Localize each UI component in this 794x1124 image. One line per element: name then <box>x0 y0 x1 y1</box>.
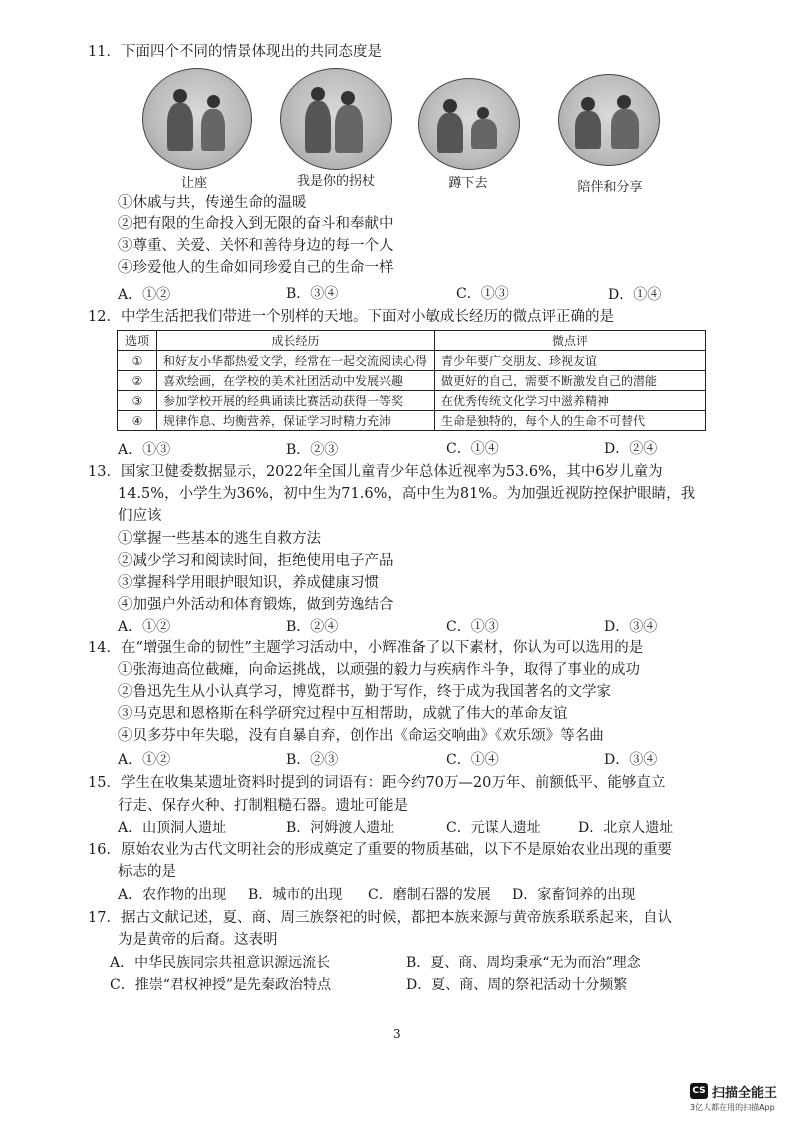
q15-line-1: 15．学生在收集某遗址资料时提到的词语有：距今约70万—20万年、前额低平、能够直立 <box>88 775 666 791</box>
table-cell: 喜欢绘画，在学校的美术社团活动中发展兴趣 <box>157 371 435 391</box>
table-cell: 和好友小华都热爱文学，经常在一起交流阅读心得 <box>157 351 435 371</box>
illustration-company-share <box>558 74 660 166</box>
q14-option-a: A．①② <box>118 752 171 768</box>
scanner-brand-name: 扫描全能王 <box>712 1086 778 1101</box>
q13-item-1: ①掌握一些基本的逃生自救方法 <box>118 531 321 547</box>
q14-option-d: D．③④ <box>604 752 658 768</box>
q15-option-c: C．元谋人遗址 <box>446 820 541 836</box>
q12-option-c: C．①④ <box>446 441 499 457</box>
q11-item-4: ④珍爱他人的生命如同珍爱自己的生命一样 <box>118 260 394 276</box>
q11-item-2: ②把有限的生命投入到无限的奋斗和奉献中 <box>118 216 394 232</box>
q16-line-2: 标志的是 <box>118 864 176 880</box>
caption-1: 让座 <box>180 176 207 191</box>
q11-item-1: ①休戚与共，传递生命的温暖 <box>118 195 307 211</box>
table-row <box>118 391 706 411</box>
table-cell: ③ <box>118 391 157 411</box>
q17-line-1: 17．据古文献记述，夏、商、周三族祭祀的时候，都把本族来源与黄帝族系联系起来，自认 <box>88 910 672 926</box>
q11-stem: 11．下面四个不同的情景体现出的共同态度是 <box>88 44 382 60</box>
q12-option-d: D．②④ <box>604 441 658 457</box>
q16-option-b: B．城市的出现 <box>248 887 343 903</box>
q14-item-2: ②鲁迅先生从小认真学习，博览群书，勤于写作，终于成为我国著名的文学家 <box>118 684 611 700</box>
q13-item-3: ③掌握科学用眼护眼知识，养成健康习惯 <box>118 575 379 591</box>
q14-item-1: ①张海迪高位截瘫，向命运挑战，以顽强的毅力与疾病作斗争，取得了事业的成功 <box>118 662 640 678</box>
table-header: 微点评 <box>435 331 706 351</box>
q11-option-b: B．③④ <box>286 286 339 302</box>
q11-option-a: A．①② <box>118 287 171 303</box>
table-cell: ④ <box>118 411 157 431</box>
illustration-give-seat <box>142 68 252 170</box>
q13-option-d: D．③④ <box>604 619 658 635</box>
caption-3: 蹲下去 <box>448 176 488 191</box>
q13-line-1: 13．国家卫健委数据显示，2022年全国儿童青少年总体近视率为53.6%，其中6岁儿童为 <box>88 464 663 480</box>
q13-item-2: ②减少学习和阅读时间，拒绝使用电子产品 <box>118 553 394 569</box>
table-cell: 生命是独特的，每个人的生命不可替代 <box>435 411 706 431</box>
q13-option-a: A．①② <box>118 619 171 635</box>
q17-option-b: B．夏、商、周均秉承“无为而治”理念 <box>406 955 641 971</box>
table-row <box>118 411 706 431</box>
table-cell: 规律作息、均衡营养，保证学习时精力充沛 <box>157 411 435 431</box>
q16-option-d: D．家畜饲养的出现 <box>512 887 636 903</box>
table-cell: 青少年要广交朋友、珍视友谊 <box>435 351 706 371</box>
scanner-tagline: 3亿人都在用的扫描App <box>690 1103 775 1112</box>
q12-stem: 12．中学生活把我们带进一个别样的天地。下面对小敏成长经历的微点评正确的是 <box>88 309 614 325</box>
q14-option-c: C．①④ <box>446 752 499 768</box>
q14-item-3: ③马克思和恩格斯在科学研究过程中互相帮助，成就了伟大的革命友谊 <box>118 706 568 722</box>
table-cell: 参加学校开展的经典诵读比赛活动获得一等奖 <box>157 391 435 411</box>
q13-option-b: B．②④ <box>286 619 339 635</box>
q13-line-3: 们应该 <box>118 508 162 524</box>
q15-line-2: 行走、保存火种、打制粗糙石器。遗址可能是 <box>118 798 408 814</box>
q12-option-b: B．②③ <box>286 442 339 458</box>
q12-option-a: A．①③ <box>118 442 171 458</box>
q17-option-d: D．夏、商、周的祭祀活动十分频繁 <box>406 977 628 993</box>
q13-item-4: ④加强户外活动和体育锻炼，做到劳逸结合 <box>118 597 394 613</box>
q15-option-a: A．山顶洞人遗址 <box>118 820 227 836</box>
table-cell: ② <box>118 371 157 391</box>
q15-option-d: D．北京人遗址 <box>578 820 674 836</box>
caption-2: 我是你的拐杖 <box>296 174 375 189</box>
q17-option-a: A．中华民族同宗共祖意识源远流长 <box>110 955 331 971</box>
table-cell: 做更好的自己，需要不断激发自己的潜能 <box>435 371 706 391</box>
q16-line-1: 16．原始农业为古代文明社会的形成奠定了重要的物质基础，以下不是原始农业出现的重要 <box>88 842 672 858</box>
q13-option-c: C．①③ <box>446 619 499 635</box>
q14-option-b: B．②③ <box>286 752 339 768</box>
q14-item-4: ④贝多芬中年失聪，没有自暴自弃，创作出《命运交响曲》《欢乐颂》等名曲 <box>118 728 604 744</box>
illustration-squat-down <box>418 78 520 170</box>
table-row <box>118 351 706 371</box>
table-header: 选项 <box>118 331 157 351</box>
scanner-logo-icon: CS <box>690 1083 708 1099</box>
table-cell: 在优秀传统文化学习中滋养精神 <box>435 391 706 411</box>
q16-option-c: C．磨制石器的发展 <box>368 887 491 903</box>
caption-4: 陪伴和分享 <box>577 180 643 195</box>
q11-option-c: C．①③ <box>456 286 509 302</box>
q13-line-2: 14.5%，小学生为36%，初中生为71.6%，高中生为81%。为加强近视防控保护眼睛，我 <box>118 486 696 502</box>
q12-table <box>117 330 706 431</box>
illustration-walking-stick <box>280 68 392 170</box>
table-cell: ① <box>118 351 157 371</box>
q17-line-2: 为是黄帝的后裔。这表明 <box>118 932 278 948</box>
q11-option-d: D．①④ <box>608 287 662 303</box>
q14-stem: 14．在“增强生命的韧性”主题学习活动中，小辉准备了以下素材，你认为可以选用的是 <box>88 640 644 656</box>
page-number: 3 <box>393 1027 401 1041</box>
q15-option-b: B．河姆渡人遗址 <box>286 820 395 836</box>
table-header: 成长经历 <box>157 331 435 351</box>
q16-option-a: A．农作物的出现 <box>118 887 227 903</box>
q11-item-3: ③尊重、关爱、关怀和善待身边的每一个人 <box>118 238 394 254</box>
table-row <box>118 371 706 391</box>
q17-option-c: C．推崇“君权神授”是先秦政治特点 <box>110 977 332 993</box>
